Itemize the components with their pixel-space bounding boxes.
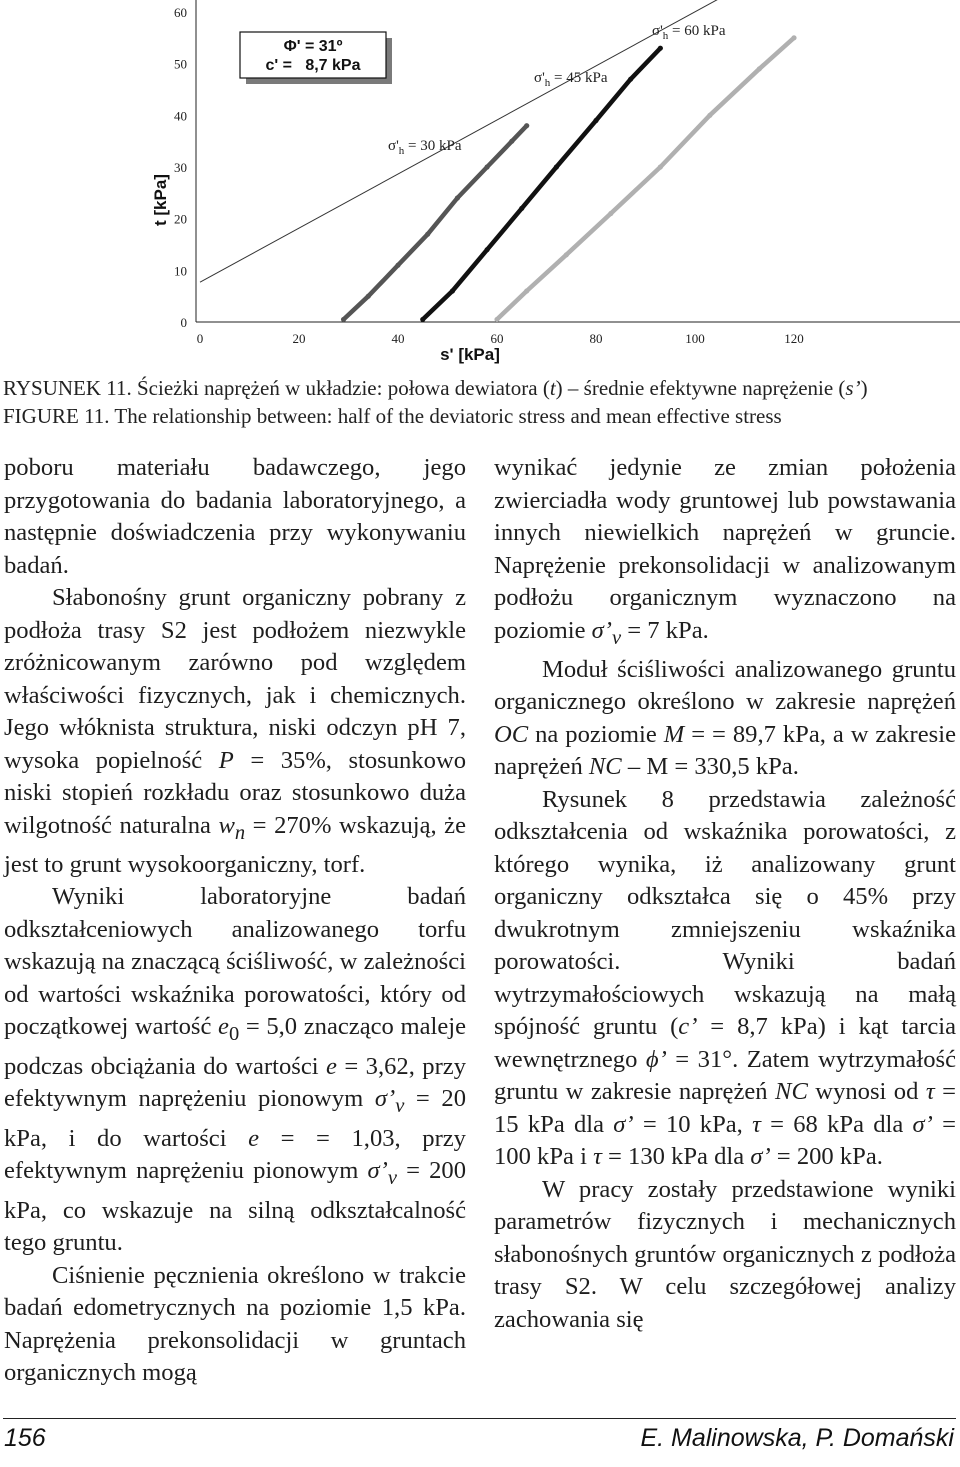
figure-caption-en: FIGURE 11. The relationship between: half of the deviatoric stress and mean effective stress xyxy=(3,404,782,428)
paragraph: Wyniki laboratoryjne badań odkształceniowych analizowanego torfu wskazują na znaczącą ściśliwość, w zależności od wartości wskaźnika porowatości, który od początkowej wartość $e_0 = 5,0$ znacząco maleje podczas obciążania do wartości e = 3,62, przy efektywnym naprężeniu pionowym $\sigma’_v = 20$ kPa, i do wartości e = = 1,03, przy efektywnym naprężeniu pionowym $\sigma’_v = 200$ kPa, co wskazuje na silną odkształcalność tego gruntu. xyxy=(4,883,467,1257)
data-point xyxy=(524,123,529,128)
caption-pl-text: ) xyxy=(860,376,868,400)
data-point xyxy=(658,164,663,169)
data-point xyxy=(554,164,559,169)
y-tick-label: 30 xyxy=(174,160,187,175)
data-point xyxy=(395,263,400,268)
paragraph: Moduł ściśliwości analizowanego gruntu organicznego określono w zakresie naprężeń OC na poziomie M = = 89,7 kPa, a w zakresie naprężeń NC – M = 330,5 kPa. xyxy=(494,655,956,781)
cohesion-value: c' = 8,7 kPa xyxy=(265,57,361,74)
data-point xyxy=(509,139,514,144)
x-tick-label: 120 xyxy=(784,331,804,346)
data-point xyxy=(494,317,499,322)
y-tick-label: 50 xyxy=(174,56,187,72)
data-point xyxy=(485,164,490,169)
series-label-45: $\sigma'_h = 45$ kPa xyxy=(534,70,608,89)
paragraph: W pracy zostały przedstawione wyniki parametrów fizycznych i mechanicznych słabonośnych gruntów organicznych z podłoża trasy S2. W celu szczegółowej analizy zachowania się xyxy=(494,1175,956,1333)
series-label-60: $\sigma'_h = 60$ kPa xyxy=(652,23,726,42)
data-point xyxy=(450,288,455,293)
caption-pl-t: t xyxy=(549,376,556,400)
parameter-box xyxy=(240,32,392,84)
right-column xyxy=(494,452,956,1336)
data-point xyxy=(707,113,712,118)
paragraph: Słabonośny grunt organiczny pobrany z podłoża trasy S2 jest podłożem niezwykle zróżnicowanym zarówno pod względem właściwości fizycznych, jak i chemicznych. Jego włóknista struktura, niski odczyn pH 7, wysoka popielność P = 35%, stosunkowo niski stopień rozkładu oraz stosunkowo duża wilgotność naturalna $w_n = 270\%$ wskazują, że jest to grunt wysokoorganiczny, torf. xyxy=(4,584,467,878)
data-point xyxy=(425,232,430,237)
data-point xyxy=(366,294,371,299)
y-tick-label: 10 xyxy=(174,263,187,279)
data-point xyxy=(608,211,613,216)
data-point xyxy=(757,66,762,71)
phi-value: Φ' = 31º xyxy=(283,38,343,55)
data-point xyxy=(564,252,569,257)
data-point xyxy=(593,118,598,123)
y-tick-label: 60 xyxy=(174,5,187,20)
footer-rule xyxy=(3,1418,956,1419)
page-number: 156 xyxy=(4,1424,46,1452)
paragraph: poboru materiału badawczego, jego przygotowania do badania laboratoryjnego, a następnie doświadczenia przy wykonywaniu badań. xyxy=(4,454,466,579)
series-label-30: $\sigma'_h = 30$ kPa xyxy=(388,138,462,157)
data-point xyxy=(420,317,425,322)
data-point xyxy=(524,288,529,293)
y-tick-label: 40 xyxy=(174,108,187,124)
data-point xyxy=(628,77,633,82)
x-tick-label: 100 xyxy=(685,331,705,346)
x-tick-label: 0 xyxy=(196,331,204,346)
data-point xyxy=(485,247,490,252)
data-point xyxy=(519,206,524,211)
y-tick-label: 0 xyxy=(180,315,187,330)
x-tick-label: 20 xyxy=(292,331,306,346)
y-tick-label: 20 xyxy=(174,211,187,227)
data-point xyxy=(341,317,346,322)
data-point xyxy=(658,46,663,51)
paragraph: wynikać jedynie ze zmian położenia zwierciadła wody gruntowej lub powstawania innych niewielkich naprężeń w gruncie. Naprężenie prekonsolidacji w analizowanym podłożu organicznym wyznaczono na poziomie $\sigma’_v = 7$ kPa. xyxy=(494,454,956,649)
x-tick-label: 60 xyxy=(490,331,504,346)
authors: E. Malinowska, P. Domański xyxy=(640,1424,954,1452)
x-tick-label: 80 xyxy=(589,331,603,346)
figure-caption-pl xyxy=(3,377,868,400)
y-axis-label: t [kPa] xyxy=(151,174,170,226)
data-point xyxy=(455,195,460,200)
caption-pl-text: RYSUNEK 11. Ścieżki naprężeń w układzie: połowa dewiatora ( xyxy=(3,376,550,400)
paragraph: Ciśnienie pęcznienia określono w trakcie badań edometrycznych na poziomie 1,5 kPa. Naprężenia prekonsolidacji w gruntach organicznych mogą xyxy=(4,1261,466,1387)
caption-pl-s: s’ xyxy=(845,376,861,400)
caption-pl-text: ) – średnie efektywne naprężenie ( xyxy=(555,376,846,400)
stress-path-chart xyxy=(0,0,960,370)
left-column xyxy=(4,452,466,1390)
data-point xyxy=(791,35,796,40)
paragraph: Rysunek 8 przedstawia zależność odkształcenia od wskaźnika porowatości, z którego wynika, iż analizowany grunt organiczny odkształca się o 45% przy dwukrotnym zmniejszeniu wskaźnika porowatości. Wyniki badań wytrzymałościowych wskazują na małą spójność gruntu (c’ = 8,7 kPa) i kąt tarcia wewnętrznego ϕ’ = 31°. Zatem wytrzymałość gruntu w zakresie naprężeń NC wynosi od τ = 15 kPa dla σ’ = 10 kPa, τ = 68 kPa dla σ’ = 100 kPa i τ = 130 kPa dla σ’ = 200 kPa. xyxy=(494,785,956,1171)
x-tick-label: 40 xyxy=(391,331,405,346)
x-axis-label: s' [kPa] xyxy=(440,345,500,364)
